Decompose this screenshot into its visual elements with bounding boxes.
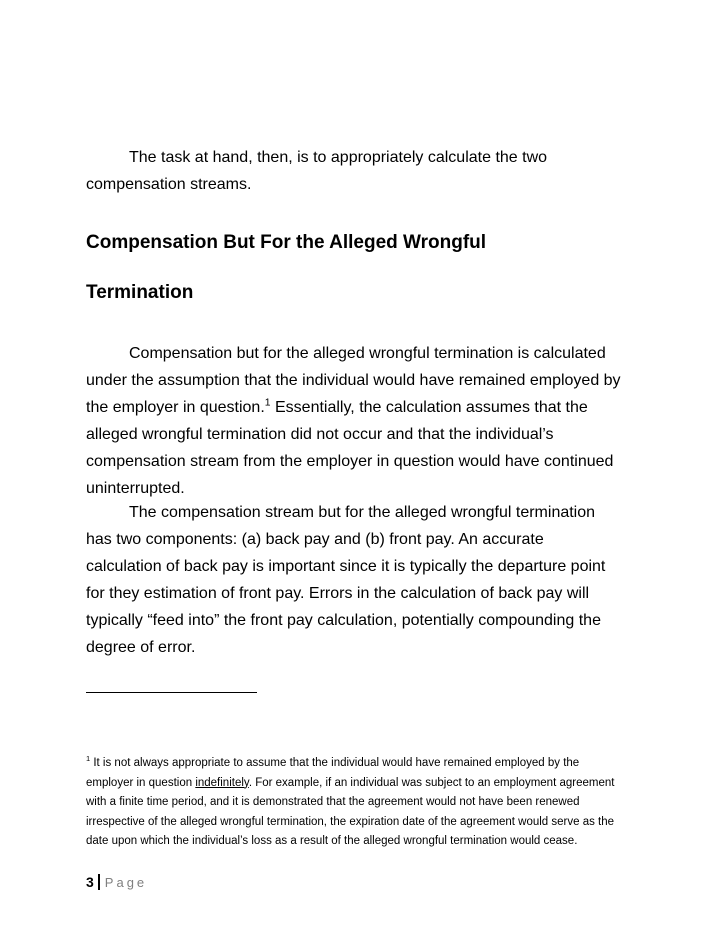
footnote-underlined-word: indefinitely xyxy=(195,776,249,789)
para1-line-3 xyxy=(86,394,646,421)
footnote-line-2-start: employer in question xyxy=(86,776,196,789)
section-heading-line-1: Compensation But For the Alleged Wrongful xyxy=(86,232,487,253)
para2-line-5: typically “feed into” the front pay calculation, potentially compounding the xyxy=(86,612,601,629)
para1-line-3-end: Essentially, the calculation assumes that the xyxy=(270,399,588,416)
intro-line-1: The task at hand, then, is to appropriately calculate the two xyxy=(129,149,548,166)
footnote xyxy=(86,754,656,852)
footnote-separator xyxy=(86,692,257,693)
para1-line-3-start: the employer in question. xyxy=(86,399,265,416)
body-paragraph-2 xyxy=(86,499,646,661)
footnote-line-1-text: It is not always appropriate to assume that the individual would have remained employed by the xyxy=(90,757,580,769)
page-number-divider xyxy=(98,874,100,890)
para2-line-1: The compensation stream but for the alleged wrongful termination xyxy=(129,504,596,521)
footnote-line-3: with a finite time period, and it is demonstrated that the agreement would not have been renewed xyxy=(86,796,580,809)
para2-line-3: calculation of back pay is important since it is typically the departure point xyxy=(86,558,606,575)
intro-paragraph xyxy=(86,144,646,198)
page-number-footer xyxy=(86,874,147,890)
body-paragraph-1 xyxy=(86,340,646,502)
footnote-line-2-end: . For example, if an individual was subject to an employment agreement xyxy=(248,776,615,789)
footnote-marker: 1 xyxy=(86,754,91,764)
para1-line-5: compensation stream from the employer in question would have continued xyxy=(86,453,614,470)
page-label: Page xyxy=(104,874,148,890)
para1-line-6: uninterrupted. xyxy=(86,480,185,497)
para2-line-4: for they estimation of front pay. Errors in the calculation of back pay will xyxy=(86,585,590,602)
intro-line-2: compensation streams. xyxy=(86,176,252,193)
footnote-line-1 xyxy=(86,754,656,774)
para1-line-2: under the assumption that the individual would have remained employed by xyxy=(86,372,621,389)
page-number: 3 xyxy=(86,874,94,890)
para1-line-1: Compensation but for the alleged wrongful termination is calculated xyxy=(129,345,606,362)
para2-line-6: degree of error. xyxy=(86,639,196,656)
footnote-line-2 xyxy=(86,774,656,794)
para1-line-4: alleged wrongful termination did not occur and that the individual’s xyxy=(86,426,554,443)
footnote-reference: 1 xyxy=(264,397,271,409)
footnote-line-5: date upon which the individual’s loss as a result of the alleged wrongful termination would cease. xyxy=(86,835,578,848)
para2-line-2: has two components: (a) back pay and (b) front pay. An accurate xyxy=(86,531,544,548)
footnote-line-4: irrespective of the alleged wrongful termination, the expiration date of the agreement would serve as the xyxy=(86,815,615,828)
section-heading-line-2: Termination xyxy=(86,282,194,303)
